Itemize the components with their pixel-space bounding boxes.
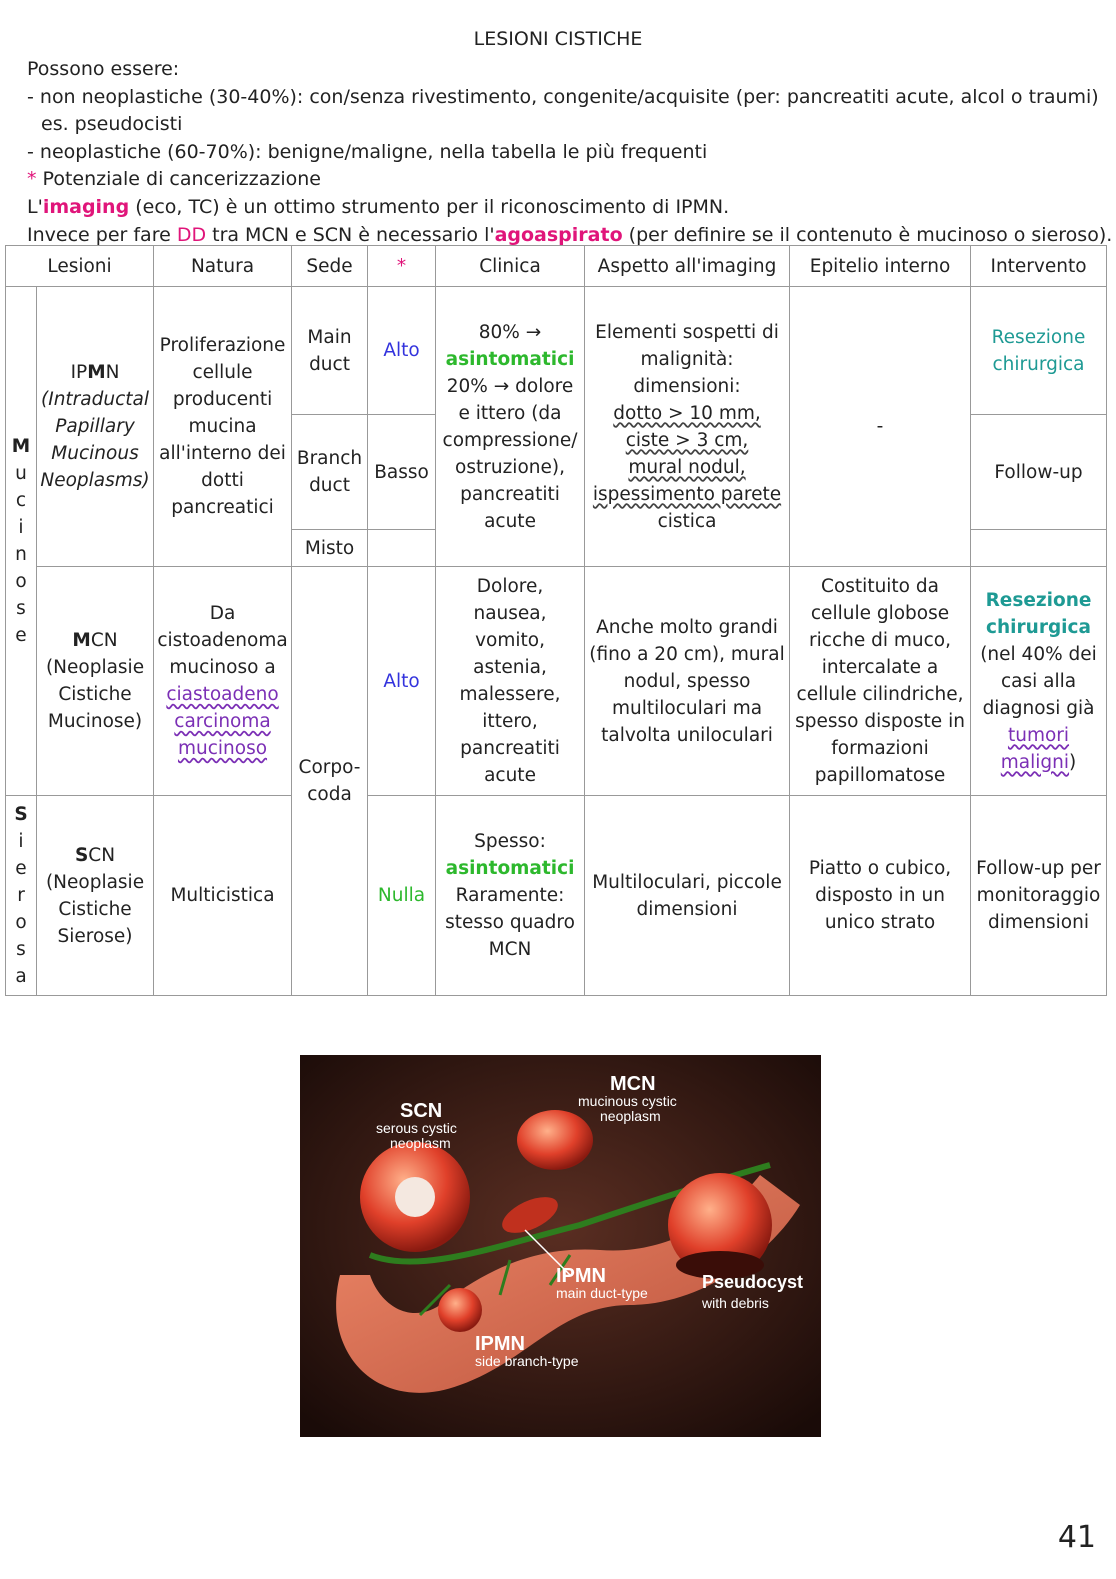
label-ipmn-main: IPMN bbox=[556, 1265, 606, 1287]
group-mucinose-label: M u c i n o s e bbox=[6, 287, 37, 796]
ipmn-intervento-main: Resezione chirurgica bbox=[971, 287, 1107, 415]
header-clinica: Clinica bbox=[436, 246, 585, 287]
mcn-natura-link: ciastoadeno carcinoma mucinoso bbox=[166, 684, 279, 759]
mcn-epitelio: Costituito da cellule globose ricche di muco, intercalate a cellule cilindriche, spesso disposte in formazioni papillomatose bbox=[790, 567, 971, 796]
pancreas-illustration bbox=[300, 1055, 821, 1437]
ipmn-row-main bbox=[6, 287, 1107, 415]
header-natura: Natura bbox=[154, 246, 292, 287]
mcn-natura: Da cistoadenoma mucinoso a ciastoadeno carcinoma mucinoso bbox=[154, 567, 292, 796]
intro-line-7: Invece per fare DD tra MCN e SCN è necessario l'agoaspirato (per definire se il contenuto è mucinoso o sieroso). bbox=[27, 223, 1113, 246]
keyword-imaging: imaging bbox=[42, 195, 130, 218]
ipmn-sede-misto: Misto bbox=[292, 530, 368, 567]
header-epitelio: Epitelio interno bbox=[790, 246, 971, 287]
header-row bbox=[6, 246, 1107, 287]
ipmn-intervento-misto bbox=[971, 530, 1107, 567]
keyword-dd: DD bbox=[176, 223, 207, 246]
mcn-risk: Alto bbox=[368, 567, 436, 796]
mcn-cyst bbox=[517, 1110, 593, 1170]
mcn-clinica: Dolore, nausea, vomito, astenia, malessere, ittero, pancreatiti acute bbox=[436, 567, 585, 796]
ipmn-epitelio: - bbox=[790, 287, 971, 567]
intro-line-3: es. pseudocisti bbox=[41, 113, 183, 136]
page-title: LESIONI CISTICHE bbox=[473, 28, 643, 50]
label-pseudocyst-sub: with debris bbox=[702, 1295, 769, 1311]
label-scn-sub1: serous cystic bbox=[376, 1120, 457, 1136]
scn-clinica: Spesso: asintomatici Raramente: stesso quadro MCN bbox=[436, 796, 585, 996]
ipmn-risk-misto bbox=[368, 530, 436, 567]
label-mcn-sub1: mucinous cystic bbox=[578, 1093, 677, 1109]
scn-name-cell: SCN (Neoplasie Cistiche Sierose) bbox=[37, 796, 154, 996]
label-ipmn-side-sub: side branch-type bbox=[475, 1353, 579, 1369]
ipmn-risk-branch: Basso bbox=[368, 415, 436, 530]
ipmn-sede-main: Main duct bbox=[292, 287, 368, 415]
asterisk-mark: * bbox=[27, 168, 37, 191]
intro-text bbox=[27, 56, 1113, 249]
scn-intervento: Follow-up per monitoraggio dimensioni bbox=[971, 796, 1107, 996]
header-potential: * bbox=[368, 246, 436, 287]
label-mcn: MCN bbox=[610, 1073, 656, 1095]
group-sierosa-label: S i e r o s a bbox=[6, 796, 37, 996]
mcn-name-cell: MCN (Neoplasie Cistiche Mucinose) bbox=[37, 567, 154, 796]
label-scn: SCN bbox=[400, 1100, 443, 1122]
sede-corpo-coda: Corpo-coda bbox=[292, 567, 368, 996]
header-intervento: Intervento bbox=[971, 246, 1107, 287]
scn-natura: Multicistica bbox=[154, 796, 292, 996]
scn-row bbox=[6, 796, 1107, 996]
intro-line-2: - non neoplastiche (30-40%): con/senza rivestimento, congenite/acquisite (per: pancreatiti acute, alcol o traumi) bbox=[27, 85, 1099, 108]
label-ipmn-main-sub: main duct-type bbox=[556, 1285, 648, 1301]
ipmn-risk-main: Alto bbox=[368, 287, 436, 415]
scn-epitelio: Piatto o cubico, disposto in un unico strato bbox=[790, 796, 971, 996]
intro-line-4: - neoplastiche (60-70%): benigne/maligne, nella tabella le più frequenti bbox=[27, 140, 708, 163]
header-sede: Sede bbox=[292, 246, 368, 287]
label-scn-sub2: neoplasm bbox=[390, 1135, 451, 1151]
page-number: 41 bbox=[1057, 1520, 1096, 1555]
mcn-intervento: Resezione chirurgica (nel 40% dei casi alla diagnosi già tumori maligni) bbox=[971, 567, 1107, 796]
scn-risk: Nulla bbox=[368, 796, 436, 996]
ipmn-clinica: 80% → asintomatici 20% → dolore e ittero (da compressione/ ostruzione), pancreatiti acute bbox=[436, 287, 585, 567]
intro-line-1: Possono essere: bbox=[27, 58, 180, 80]
label-mcn-sub2: neoplasm bbox=[600, 1108, 661, 1124]
ipmn-name-cell: IPMN (Intraductal Papillary Mucinous Neoplasms) bbox=[37, 287, 154, 567]
header-lesioni: Lesioni bbox=[6, 246, 154, 287]
intro-line-5: * Potenziale di cancerizzazione bbox=[27, 168, 321, 191]
intro-line-6: L'imaging (eco, TC) è un ottimo strumento per il riconoscimento di IPMN. bbox=[27, 195, 730, 218]
ipmn-fullname: (Intraductal Papillary Mucinous Neoplasms) bbox=[40, 389, 150, 491]
ipmn-imaging: Elementi sospetti di malignità: dimensioni: dotto > 10 mm, ciste > 3 cm, mural nodul, ispessimento parete cistica bbox=[585, 287, 790, 567]
scn-central-scar bbox=[395, 1177, 435, 1217]
mcn-imaging: Anche molto grandi (fino a 20 cm), mural nodul, spesso multiloculari ma talvolta uniloculari bbox=[585, 567, 790, 796]
label-ipmn-side: IPMN bbox=[475, 1333, 525, 1355]
pancreas-drawing bbox=[300, 1055, 821, 1437]
label-pseudocyst: Pseudocyst bbox=[702, 1272, 804, 1292]
ipmn-natura: Proliferazione cellule producenti mucina all'interno dei dotti pancreatici bbox=[154, 287, 292, 567]
scn-imaging: Multiloculari, piccole dimensioni bbox=[585, 796, 790, 996]
keyword-agoaspirato: agoaspirato bbox=[494, 223, 623, 246]
ipmn-sede-branch: Branch duct bbox=[292, 415, 368, 530]
header-imaging: Aspetto all'imaging bbox=[585, 246, 790, 287]
ipmn-side-branch-lesion bbox=[438, 1288, 482, 1332]
ipmn-intervento-branch: Follow-up bbox=[971, 415, 1107, 530]
lesioni-table bbox=[5, 245, 1107, 996]
mcn-row bbox=[6, 567, 1107, 796]
